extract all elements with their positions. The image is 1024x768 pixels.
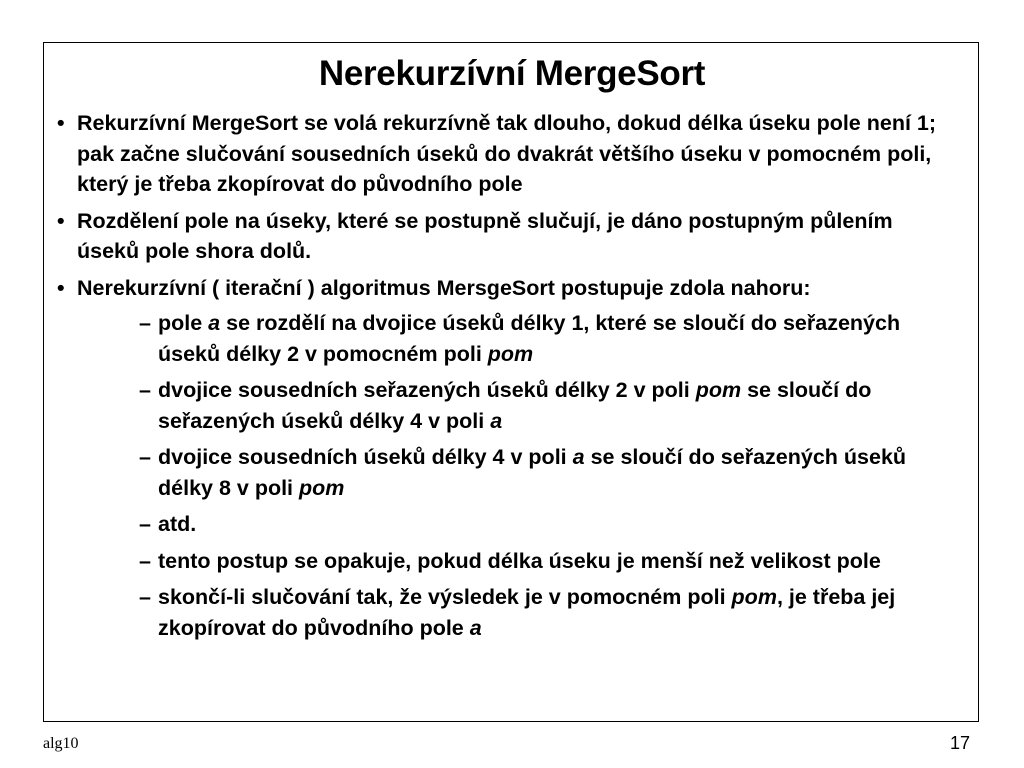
bullet-dot: • [57,275,65,300]
footer-label: alg10 [43,735,79,752]
sub-italic: pom [299,475,345,500]
sub-italic: a [490,408,503,433]
bullet-list [57,108,957,643]
bullet-item [57,206,957,267]
sub-text: dvojice sousedních seřazených úseků délky 2 v poli [158,378,696,402]
sub-list [77,308,957,643]
sub-italic: pom [487,341,534,366]
sub-text: pole [158,311,209,335]
bullet-item [57,273,957,644]
sub-dash: – [139,512,151,536]
sub-dash: – [139,378,151,402]
sub-text: atd. [158,512,197,536]
sub-dash: – [139,548,151,573]
sub-italic: pom [695,378,742,402]
bullet-text: Rekurzívní MergeSort se volá rekurzívně tak dlouho, dokud délka úseku pole není 1; pak začne slučování sousedních úseků do dvakrát většího úseku v pomocném poli, který je třeba zkopírovat do původního pole [77,111,937,196]
sub-dash: – [139,445,151,469]
sub-text: se rozdělí na dvojice úseků délky 1, které se sloučí do seřazených úseků délky 2 v pomocném poli [158,311,901,366]
sub-item [139,509,957,540]
sub-text: , je třeba jej zkopírovat do původního pole [158,585,896,640]
sub-italic: a [469,615,482,640]
sub-item [139,582,957,643]
bullet-item [57,108,957,200]
sub-text: dvojice sousedních úseků délky 4 v poli [158,445,573,469]
slide-title: Nerekurzívní MergeSort [318,54,706,93]
sub-italic: pom [731,585,777,609]
page-number: 17 [949,733,970,753]
sub-item [139,442,957,503]
bullet-text: Nerekurzívní ( iterační ) algoritmus MersgeSort postupuje zdola nahoru: [77,275,811,300]
bullet-dot: • [57,208,65,233]
sub-italic: a [208,311,221,335]
sub-dash: – [139,585,151,609]
slide-content [57,108,957,649]
sub-text: se sloučí do seřazených úseků délky 8 v poli [158,445,907,500]
bullet-text: Rozdělení pole na úseky, které se postupně slučují, je dáno postupným půlením úseků pole shora dolů. [77,208,893,263]
sub-item [139,308,957,369]
sub-item [139,375,957,436]
sub-italic: a [572,445,585,469]
sub-item [139,546,957,577]
sub-dash: – [139,311,151,335]
sub-text: se sloučí do seřazených úseků délky 4 v poli [158,378,872,433]
sub-text: skončí-li slučování tak, že výsledek je v pomocném poli [158,585,732,609]
sub-text: tento postup se opakuje, pokud délka úseku je menší než velikost pole [158,548,881,573]
bullet-dot: • [57,111,65,135]
